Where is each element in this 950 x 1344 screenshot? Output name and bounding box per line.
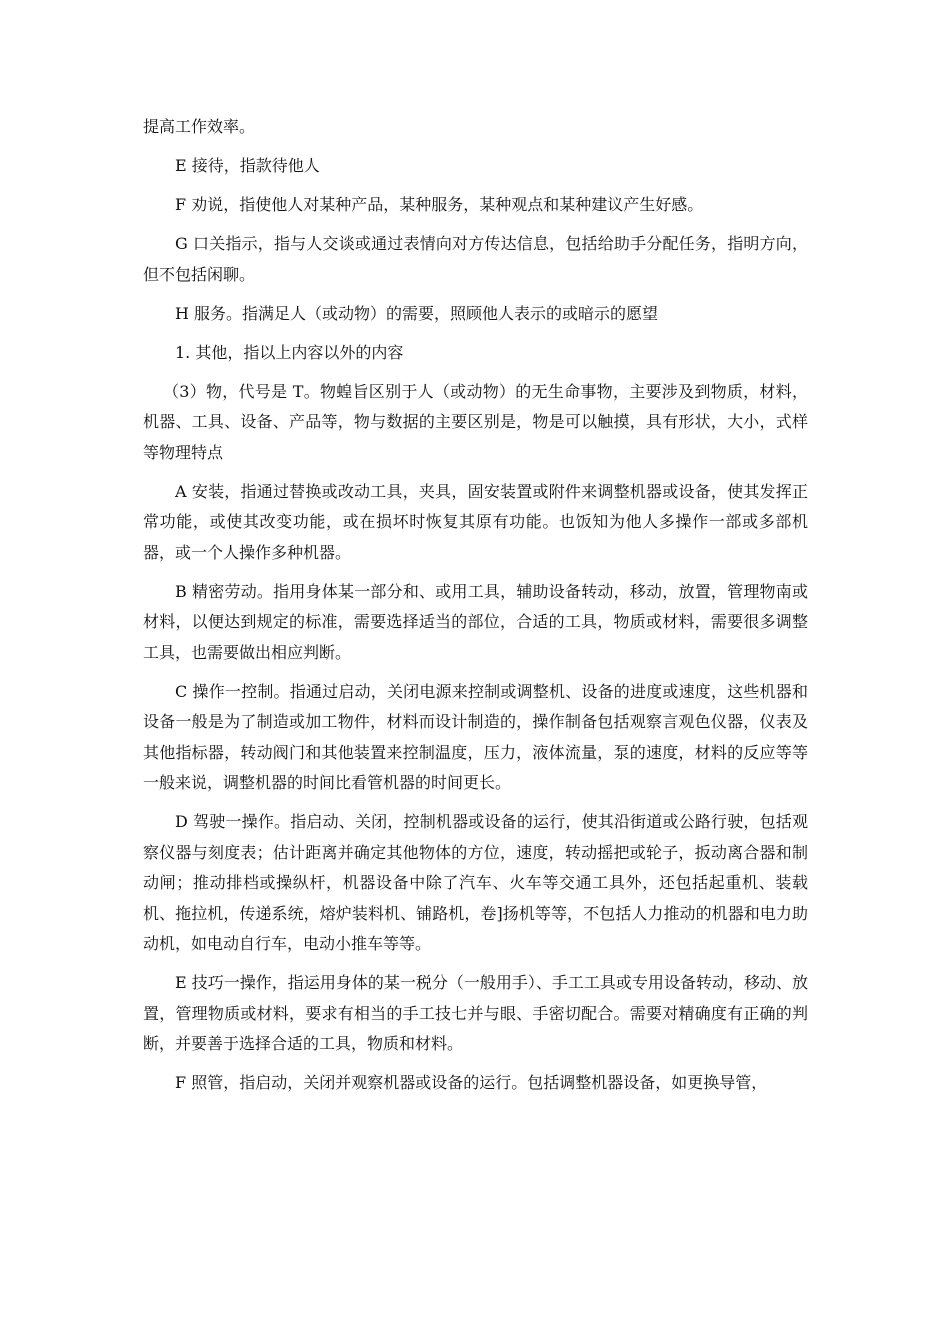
paragraph-things-section: （3）物，代号是 T。物蝗旨区别于人（或动物）的无生命事物，主要涉及到物质，材料，机器、工具、设备、产品等，物与数据的主要区别是，物是可以触摸，具有形状，大小，式样等物理特点 [143, 381, 808, 462]
paragraph-skill-operation: E 技巧一操作，指运用身体的某一税分（一般用手）、手工工具或专用设备转动，移动、放置，管理物质或材料，要求有相当的手工技七并与眼、手密切配合。需要对精确度有正确的判断，并要善于选择合适的工具，物质和材料。 [143, 973, 808, 1053]
paragraph-reception: E 接待，指款待他人 [175, 156, 320, 175]
document-body [143, 112, 808, 1107]
paragraph-precision-work: B 精密劳动。指用身体某一部分和、或用工具，辅助设备转动，移动，放置，管理物南或材料，以便达到规定的标准，需要选择适当的部位，合适的工具，物质或材料，需要很多调整工具，也需要做出相应判断。 [143, 581, 808, 662]
paragraph-installation: A 安装，指通过替换或改动工具，夹具，固安装置或附件来调整机器或设备，使其发挥正常功能，或使其改变功能，或在损坏时恢复其原有功能。也饭知为他人多操作一部或多部机器，或一个人操作多种机器。 [143, 481, 808, 562]
paragraph-intro-tail: 提高工作效率。 [143, 117, 256, 136]
paragraph-persuasion: F 劝说，指使他人对某种产品，某种服务，某种观点和某种建议产生好感。 [175, 195, 704, 214]
paragraph-tending: F 照管，指启动，关闭并观察机器或设备的运行。包括调整机器设备，如更换导管， [175, 1073, 768, 1092]
paragraph-service: H 服务。指满足人（或动物）的需要，照顾他人表示的或暗示的愿望 [175, 303, 659, 323]
paragraph-operation-control: C 操作一控制。指通过启动，关闭电源来控制或调整机、设备的进度或速度，这些机器和设备一般是为了制造或加工物件，材料而设计制造的，操作制备包括观察言观色仪器，仪表及其他指标器，转动阀门和其他装置来控制温度，压力，液体流量，泵的速度，材料的反应等等一般来说，调整机器的时间比看管机器的时间更长。 [143, 681, 808, 792]
paragraph-verbal-instruction: G 口关指示，指与人交谈或通过表情向对方传达信息，包括给助手分配任务，指明方向，但不包括闲聊。 [143, 234, 808, 284]
paragraph-other: 1. 其他，指以上内容以外的内容 [175, 342, 404, 362]
paragraph-driving-operation: D 驾驶一操作。指启动、关闭，控制机器或设备的运行，使其沿街道或公路行驶，包括观察仪器与刻度表；估计距离并确定其他物体的方位，速度，转动摇把或轮子，扳动离合器和制动闸；推动排档或操纵杆，机器设备中除了汽车、火车等交通工具外，还包括起重机、装载机、拖拉机，传递系统，熔炉装料机、铺路机，卷]扬机等等，不包括人力推动的机器和电力助动机，如电动自行车，电动小推车等等。 [143, 812, 808, 953]
